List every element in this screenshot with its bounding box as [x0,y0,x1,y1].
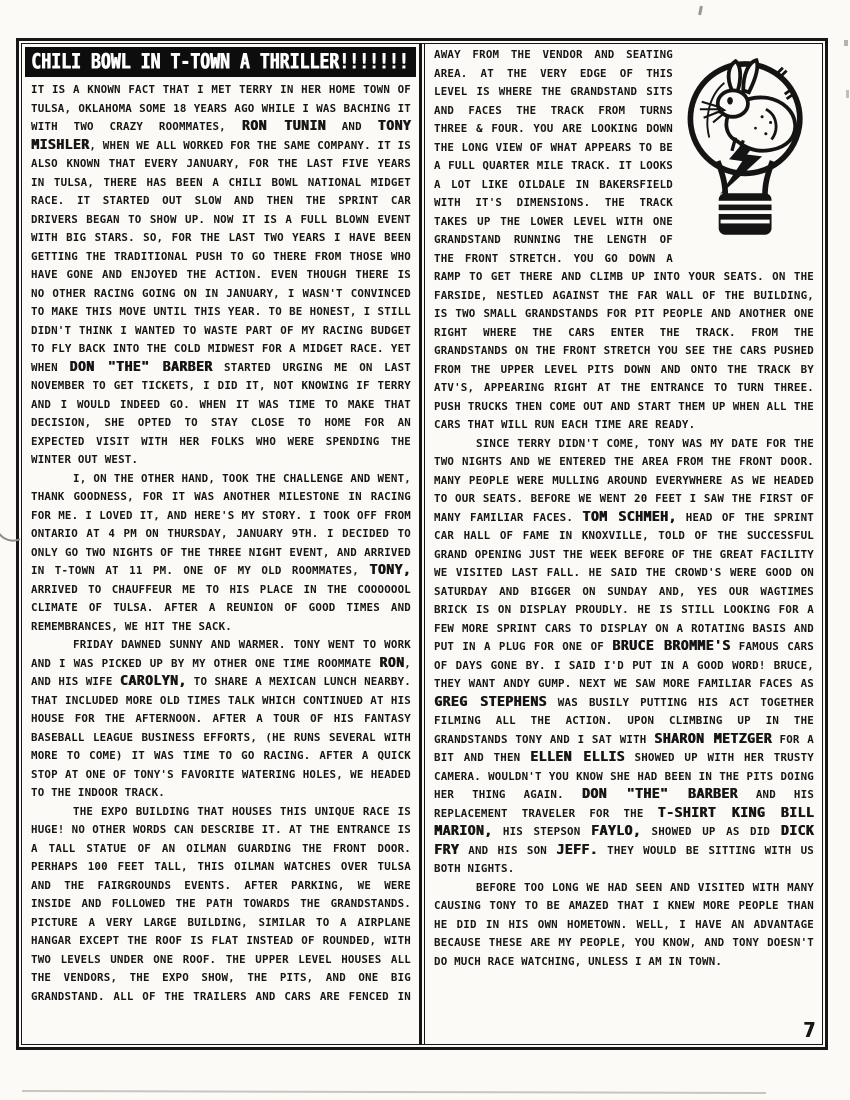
body-text: SHOWED UP WITH HER TRUSTY CAMERA. WOULDN'T YOU KNOW SHE HAD BEEN IN THE PITS DOING HER THING AGAIN. [434,751,814,801]
body-text: HEAD OF THE SPRINT CAR HALL OF FAME IN KNOXVILLE, TOLD OF THE SUCCESSFUL GRAND OPENING JUST THE WEEK BEFORE OF THE GREAT FACILITY WE VISITED LAST FALL. HE SAID THE CROWD'S WERE GOOD ON SATURDAY AND BIGGER ON SUNDAY AND, YES OUR WAGTIMES BRICK IS ON DISPLAY PROUDLY. HE IS STILL LOOKING FOR A FEW MORE SPRINT CARS TO DISPLAY ON A ROTATING BASIS AND PUT IN A PLUG FOR ONE OF [434,510,814,653]
highlighted-name: ELLEN ELLIS [530,750,625,765]
body-text: TO SHARE A MEXICAN LUNCH NEARBY. THAT INCLUDED MORE OLD TIMES TALK WHICH CONTINUED AT HIS HOUSE FOR THE AFTERNOON. AFTER A TOUR OF HIS FANTASY BASEBALL LEAGUE BUSINESS EFFORTS, (HE RUNS SEVERAL WITH MORE TO COME) IT WAS TIME TO GO RACING. AFTER A QUICK STOP AT ONE OF TONY'S FAVORITE WATERING HOLES, WE HEADED TO THE INDOOR TRACK. [31,675,411,799]
body-text: FAMOUS CARS OF DAYS GONE BY. I SAID I'D PUT IN A GOOD WORD! BRUCE, THEY WANT ANDY GUMP. NEXT WE SAW MORE FAMILIAR FACES AS [434,640,814,690]
right-column-text [425,44,822,971]
right-column [425,44,822,1044]
scan-artifact-line [22,1090,766,1094]
highlighted-name: RON TUNIN [241,119,326,134]
body-text: WAS BUSILY PUTTING HIS ACT TOGETHER FILMING ALL THE ACTION. UPON CLIMBING UP IN THE GRANDSTANDS TONY AND I SAT WITH [434,695,814,746]
highlighted-name: DICK FRY [434,824,815,858]
scan-artifact-speck [698,6,703,15]
article-paragraph [434,435,814,879]
article-title: CHILI BOWL IN T-TOWN A THRILLER!!!!!!! [31,49,409,74]
highlighted-name: GREG STEPHENS [434,694,547,710]
highlighted-name: FAYLO, [590,824,641,839]
body-text: THEY WOULD BE SITTING WITH US BOTH NIGHTS. [434,843,814,875]
body-text: FOR A BIT AND THEN [434,732,814,764]
article-title-banner [25,47,416,77]
article-frame-inner [21,43,823,1045]
body-text: ARRIVED TO CHAUFFEUR ME TO HIS PLACE IN THE COOOOOOL CLIMATE OF TULSA. AFTER A REUNION OF GOOD TIMES AND REMEMBRANCES, WE HIT THE SACK. [31,582,411,633]
body-text: AND HIS REPLACEMENT TRAVELER FOR THE [434,788,815,820]
body-text: HIS STEPSON [492,825,591,838]
highlighted-name: TONY MISHLER [31,119,411,153]
highlighted-name: CAROLYN, [119,674,187,689]
scan-artifact-speck [846,90,849,98]
body-text: STARTED URGING ME ON LAST NOVEMBER TO GET TICKETS, I DID IT, NOT KNOWING IF TERRY AND I WOULD INDEED GO. WHEN IT WAS TIME TO MAKE THAT DECISION, SHE OPTED TO STAY CLOSE TO HOME FOR AN EXPECTED VISIT WITH HER FOLKS WHO WERE SPENDING THE WINTER OUT WEST. [31,360,411,466]
body-text: SHOWED UP AS DID [640,825,781,838]
body-text: THE EXPO BUILDING THAT HOUSES THIS UNIQUE RACE IS HUGE! NO OTHER WORDS CAN DESCRIBE IT. AT THE ENTRANCE IS A TALL STATUE OF AN OILMAN GUARDING THE FRONT DOOR. PERHAPS 100 FEET TALL, THIS OILMAN WATCHES OVER TULSA AND THE FAIRGROUNDS EVENTS. AFTER PARKING, WE WERE INSIDE AND FOLLOWED THE PATH TOWARDS THE GRANDSTANDS. PICTURE A VERY LARGE BUILDING, SIMILAR TO A AIRPLANE HANGAR EXCEPT THE ROOF IS FLAT INSTEAD OF ROUNDED, WITH TWO LEVELS UNDER ONE ROOF. THE UPPER LEVEL HOUSES ALL THE VENDORS, THE EXPO SHOW, THE PITS, AND ONE BIG GRANDSTAND. ALL OF THE TRAILERS AND CARS ARE FENCED IN [31,804,411,1003]
body-text: FRIDAY DAWNED SUNNY AND WARMER. TONY WENT TO WORK AND I WAS PICKED UP BY MY OTHER ONE TIME ROOMMATE [31,638,411,670]
body-text: I, ON THE OTHER HAND, TOOK THE CHALLENGE AND WENT, THANK GOODNESS, FOR IT WAS ANOTHER MILESTONE IN RACING FOR ME. I LOVED IT, AND HERE'S MY STORY. I TOOK OFF FROM ONTARIO AT 4 PM ON THURSDAY, JANUARY 9TH. I DECIDED TO ONLY GO TWO NIGHTS OF THE THREE NIGHT EVENT, AND ARRIVED IN T-TOWN AT 11 PM. ONE OF MY OLD ROOMMATES, [31,471,411,577]
article-paragraph [31,803,411,1007]
highlighted-name: TOM SCHMEH, [582,509,677,525]
highlighted-name: JEFF. [556,842,598,858]
left-column [22,44,419,1044]
article-paragraph [434,879,814,972]
highlighted-name: DON "THE" BARBER [581,787,738,802]
highlighted-name: SHARON METZGER [654,731,772,747]
article-paragraph [31,636,411,803]
rabbit-lightbulb-illustration [680,47,814,247]
body-text: , AND HIS WIFE [31,656,411,688]
article-paragraph [31,470,411,637]
body-text: BEFORE TOO LONG WE HAD SEEN AND VISITED WITH MANY CAUSING TONY TO BE AMAZED THAT I KNEW MORE PEOPLE THAN HE DID IN HIS OWN HOMETOWN. WELL, I HAVE AN ADVANTAGE BECAUSE THESE ARE MY PEOPLE, YOU KNOW, AND TONY DOESN'T DO MUCH RACE WATCHING, UNLESS I AM IN TOWN. [434,880,814,968]
article-frame [16,38,828,1050]
highlighted-name: TONY, [369,563,411,578]
body-text: SINCE TERRY DIDN'T COME, TONY WAS MY DATE FOR THE TWO NIGHTS AND WE ENTERED THE AREA FROM THE FRONT DOOR. MANY PEOPLE WERE MULLING AROUND EVERYWHERE AS WE HEADED TO OUR SEATS. BEFORE WE WENT 20 FEET I SAW THE FIRST OF MANY FAMILIAR FACES. [434,436,814,524]
highlighted-name: BRUCE BROMME'S [612,639,731,654]
page-number: 7 [802,1018,815,1042]
body-text: , WHEN WE ALL WORKED FOR THE SAME COMPANY. IT IS ALSO KNOWN THAT EVERY JANUARY, FOR THE LAST FIVE YEARS IN TULSA, THERE HAS BEEN A CHILI BOWL NATIONAL MIDGET RACE. IT STARTED OUT SLOW AND THEN THE SPRINT CAR DRIVERS BEGAN TO SHOW UP. NOW IT IS A FULL BLOWN EVENT WITH BIG STARS. SO, FOR THE LAST TWO YEARS I HAVE BEEN GETTING THE TRADITIONAL PUSH TO GO THERE FROM THOSE WHO HAVE GONE AND ENJOYED THE ACTION. EVEN THOUGH THERE IS NO OTHER RACING GOING ON IN JANUARY, I WASN'T CONVINCED TO MAKE THIS MOVE UNTIL THIS YEAR. TO BE HONEST, I STILL DIDN'T THINK I WANTED TO WASTE PART OF MY RACING BUDGET TO FLY BACK INTO THE COLD MIDWEST FOR A MIDGET RACE. YET WHEN [31,138,412,374]
scan-artifact-speck [844,40,848,46]
body-text: AND HIS SON [459,843,557,857]
body-text: AND [325,120,378,133]
body-text: AWAY FROM THE VENDOR AND SEATING AREA. AT THE VERY EDGE OF THIS LEVEL IS WHERE THE GRANDSTAND SITS AND FACES THE TRACK FROM TURNS THREE & FOUR. YOU ARE LOOKING DOWN THE LONG VIEW OF WHAT APPEARS TO BE A FULL QUARTER MILE TRACK. IT LOOKS A LOT LIKE OILDALE IN BAKERSFIELD WITH IT'S DIMENSIONS. THE TRACK TAKES UP THE LOWER LEVEL WITH ONE GRANDSTAND RUNNING THE LENGTH OF THE FRONT STRETCH. YOU GO DOWN A RAMP TO GET THERE AND CLIMB UP INTO YOUR SEATS. ON THE FARSIDE, NESTLED AGAINST THE FAR WALL OF THE BUILDING, IS TWO SMALL GRANDSTANDS FOR PIT PEOPLE AND ANOTHER ONE RIGHT WHERE THE CARS ENTER THE TRACK. FROM THE GRANDSTANDS ON THE FRONT STRETCH YOU SEE THE CARS PUSHED FROM THE UPPER LEVEL PITS DOWN AND ONTO THE TRACK BY ATV'S, APPEARING RIGHT AT THE ENTRANCE TO TURN THREE. PUSH TRUCKS THEN COME OUT AND START THEM UP WHEN ALL THE CARS THAT WILL RUN EACH TIME ARE READY. [434,48,814,431]
body-text: IT IS A KNOWN FACT THAT I MET TERRY IN HER HOME TOWN OF TULSA, OKLAHOMA SOME 18 YEARS AGO WHILE I WAS BACHING IT WITH TWO CRAZY ROOMMATES, [31,83,411,133]
highlighted-name: T-SHIRT KING BILL MARION, [434,805,815,839]
left-column-text [22,80,419,1006]
highlighted-name: RON [379,655,405,671]
rabbit-lightbulb-icon [680,47,814,247]
highlighted-name: DON "THE" BARBER [69,359,213,375]
article-paragraph [31,81,411,470]
